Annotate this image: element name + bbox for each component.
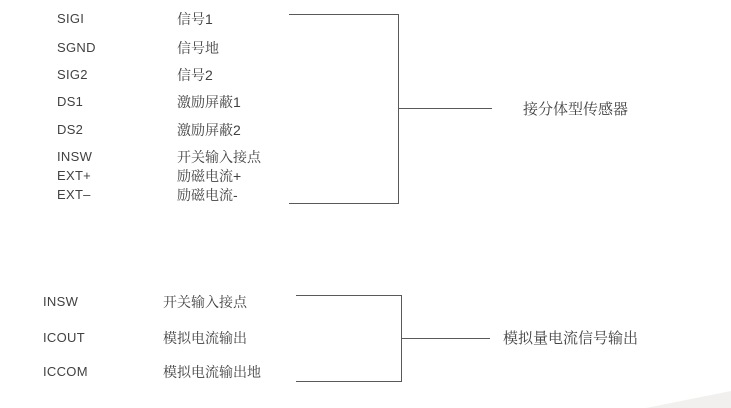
pin-label: SGND bbox=[57, 40, 96, 55]
top-group-bracket bbox=[289, 14, 399, 204]
pin-label: EXT– bbox=[57, 187, 91, 202]
pin-description: 激励屏蔽1 bbox=[177, 94, 241, 110]
top-group-label: 接分体型传感器 bbox=[523, 101, 629, 118]
pin-description: 模拟电流输出 bbox=[163, 330, 247, 346]
pin-description: 模拟电流输出地 bbox=[163, 364, 261, 380]
pin-description: 励磁电流+ bbox=[177, 168, 242, 184]
pin-label: ICOUT bbox=[43, 330, 85, 345]
pin-description: 开关输入接点 bbox=[163, 294, 247, 310]
pin-description: 信号2 bbox=[177, 67, 213, 83]
bottom-group-bracket bbox=[296, 295, 402, 382]
pin-description: 信号地 bbox=[177, 40, 219, 56]
pin-label: ICCOM bbox=[43, 364, 88, 379]
pin-label: DS1 bbox=[57, 94, 84, 109]
bottom-group-connector-line bbox=[402, 338, 490, 339]
top-group-connector-line bbox=[399, 108, 492, 109]
pin-label: SIGI bbox=[57, 11, 85, 26]
pin-description: 信号1 bbox=[177, 11, 213, 27]
pin-label: SIG2 bbox=[57, 67, 88, 82]
pin-label: DS2 bbox=[57, 122, 84, 137]
bottom-group-label: 模拟量电流信号输出 bbox=[503, 330, 639, 347]
pin-description: 励磁电流- bbox=[177, 187, 238, 203]
pin-label: EXT+ bbox=[57, 168, 92, 183]
pin-description: 开关输入接点 bbox=[177, 149, 261, 165]
pin-description: 激励屏蔽2 bbox=[177, 122, 241, 138]
pin-label: INSW bbox=[43, 294, 79, 309]
corner-watermark-wedge bbox=[646, 391, 731, 408]
pin-label: INSW bbox=[57, 149, 93, 164]
